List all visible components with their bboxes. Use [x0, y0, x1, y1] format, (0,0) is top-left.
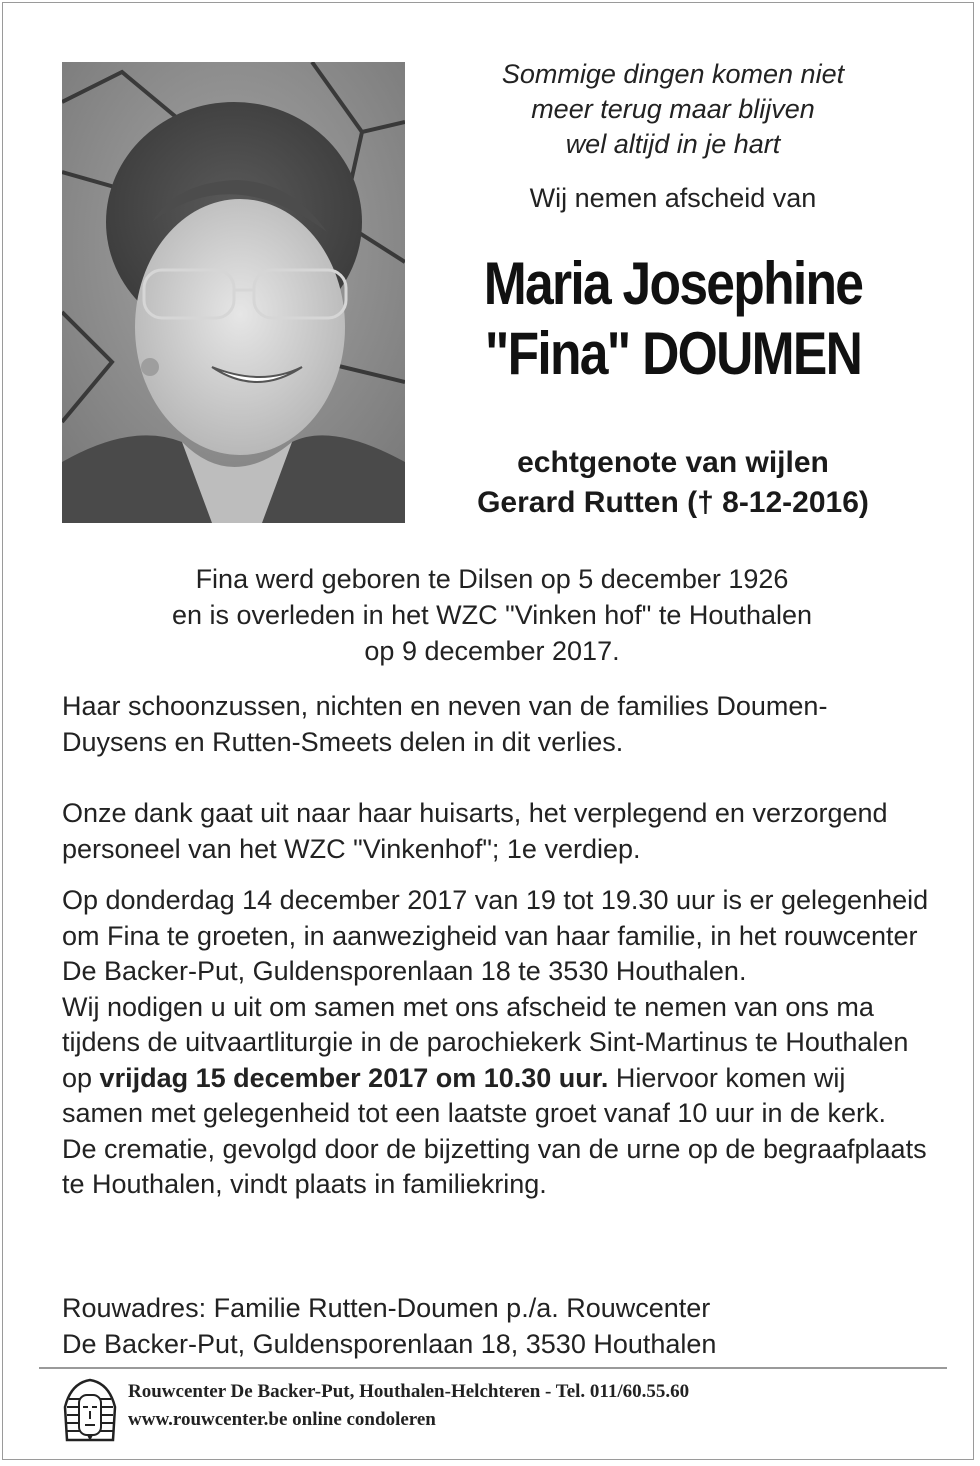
deceased-name-line: Maria Josephine: [483, 250, 863, 317]
footer-divider: [39, 1367, 947, 1369]
obituary-card: [2, 2, 974, 1460]
funeral-home-footer: [128, 1378, 928, 1434]
family-paragraph: Haar schoonzussen, nichten en neven van de families Doumen-Duysens en Rutten-Smeets delen in dit verlies.: [62, 691, 828, 757]
thanks-paragraph: Onze dank gaat uit naar haar huisarts, het verplegend en verzorgend personeel van het WZC "Vinkenhof"; 1e verdiep.: [62, 798, 888, 864]
spouse-line: echtgenote van wijlen: [517, 446, 829, 479]
poem-line: meer terug maar blijven: [531, 94, 815, 124]
cremation-text: De crematie, gevolgd door de bijzetting van de urne op de begraafplaats te Houthalen, vindt plaats in familiekring.: [62, 1133, 927, 1199]
intro-text: Wij nemen afscheid van: [529, 183, 817, 213]
funeral-gathering: Hiervoor komen wij samen met gelegenheid tot een laatste groet vanaf 10 uur in de kerk.: [62, 1062, 887, 1128]
spouse-info: [423, 443, 923, 523]
funeral-text: [62, 990, 932, 1132]
birth-line: Fina werd geboren te Dilsen op 5 december 1926: [195, 564, 789, 594]
mourning-address: [62, 1291, 932, 1362]
poem-line: wel altijd in je hart: [565, 129, 781, 159]
funeral-datetime: vrijdag 15 december 2017 om 10.30 uur.: [99, 1062, 609, 1093]
spouse-line: Gerard Rutten († 8-12-2016): [477, 486, 869, 519]
funeral-home-website: www.rouwcenter.be online condoleren: [128, 1409, 436, 1430]
pharaoh-logo-icon: [61, 1377, 119, 1443]
address-line: Rouwadres: Familie Rutten-Doumen p./a. Rouwcenter: [62, 1293, 711, 1323]
birth-line: en is overleden in het WZC "Vinken hof" te Houthalen: [171, 600, 813, 630]
birth-death-info: [62, 561, 922, 669]
deceased-name: [467, 249, 880, 389]
funeral-invite: Wij nodigen u uit om samen met ons afscheid te nemen van ons ma tijdens de uitvaartliturgie in de parochiekerk Sint-Martinus te Houthalen op: [62, 991, 909, 1093]
portrait-photo: [62, 62, 405, 523]
ceremony-paragraph: [62, 883, 932, 1203]
poem-line: Sommige dingen komen niet: [501, 59, 845, 89]
birth-line: op 9 december 2017.: [364, 636, 620, 666]
poem: [433, 57, 913, 162]
viewing-text: Op donderdag 14 december 2017 van 19 tot 19.30 uur is er gelegenheid om Fina te groeten, in aanwezigheid van haar familie, in het rouwcenter De Backer-Put, Guldensporenlaan 18 te 3530 Houthalen.: [62, 885, 929, 986]
deceased-name-line: "Fina" DOUMEN: [484, 320, 862, 387]
address-line: De Backer-Put, Guldensporenlaan 18, 3530 Houthalen: [62, 1328, 717, 1359]
funeral-home-contact: Rouwcenter De Backer-Put, Houthalen-Helchteren - Tel. 011/60.55.60: [128, 1381, 690, 1402]
